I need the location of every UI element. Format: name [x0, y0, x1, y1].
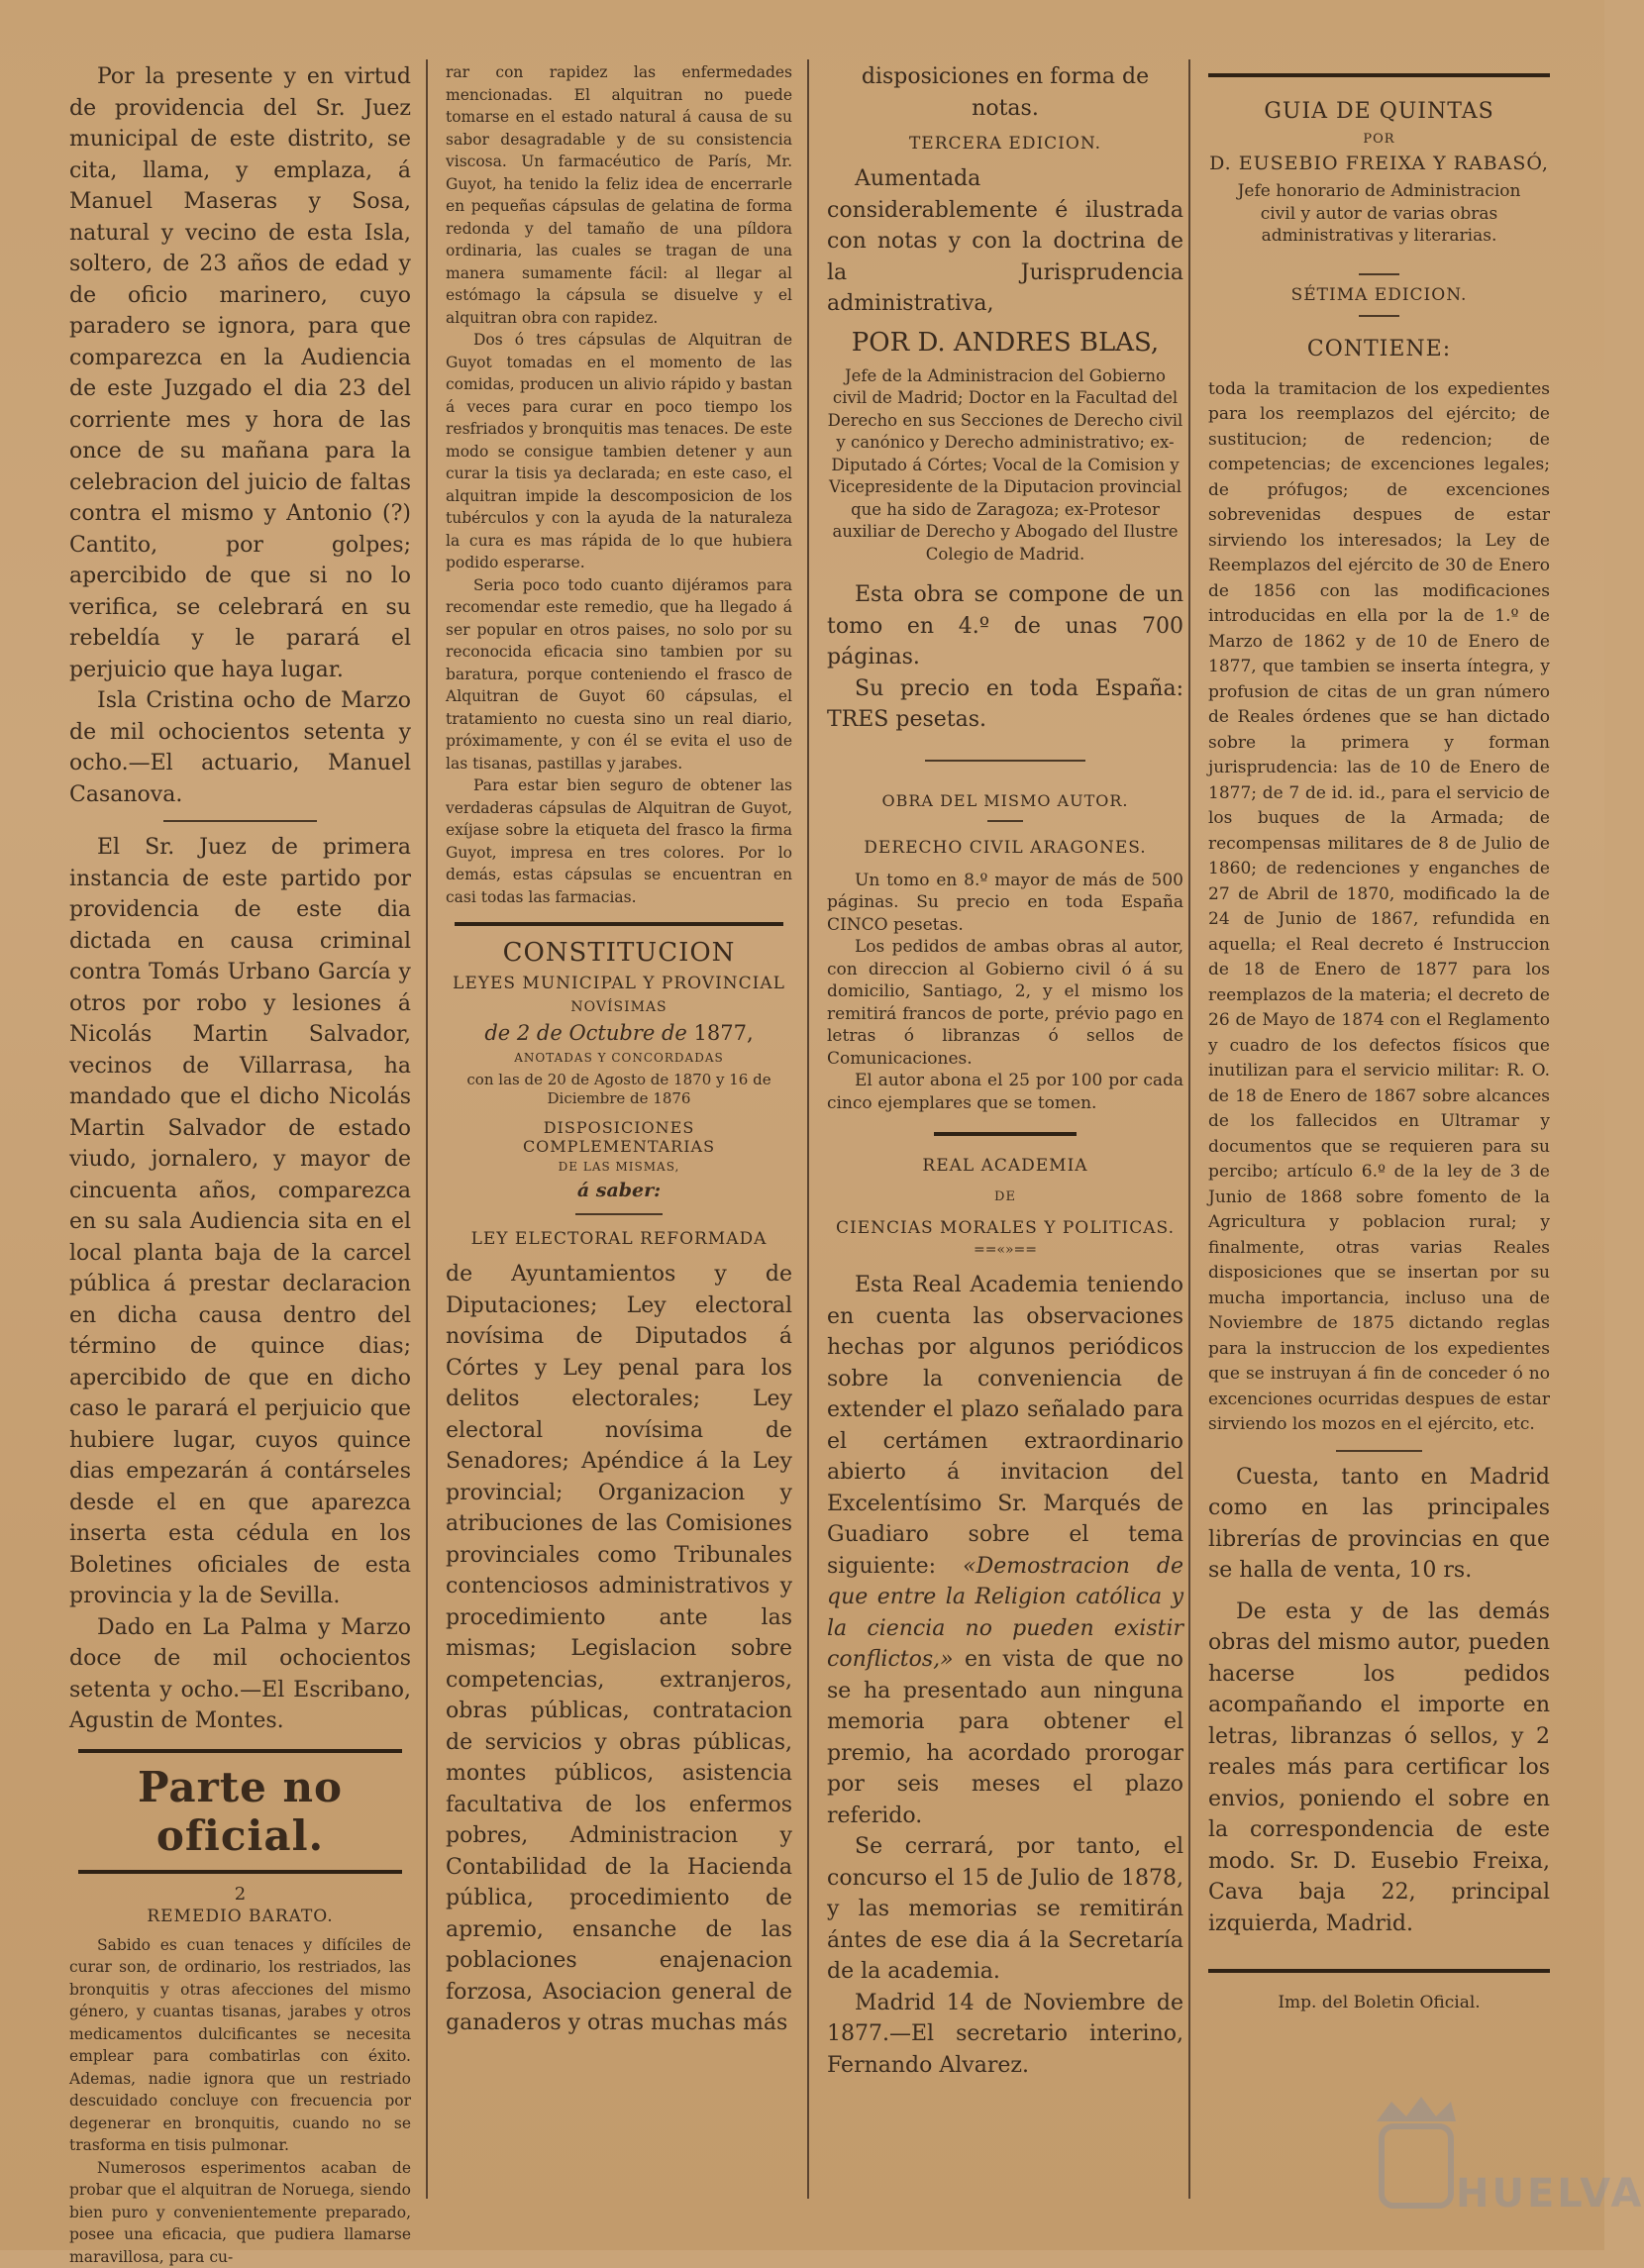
academy-subtitle: CIENCIAS MORALES Y POLITICAS.	[827, 1218, 1183, 1238]
derecho-text: Los pedidos de ambas obras al autor, con direccion al Gobierno civil ó á su domicilio, Santiago, 2, y el mismo los remitirá francos de porte, prévio pago en letras ó libranzas ó sellos de Comunicaciones.	[827, 936, 1183, 1070]
column-1	[69, 61, 411, 2268]
edition: TERCERA EDICION.	[827, 134, 1183, 154]
section-title: Parte no oficial.	[69, 1763, 411, 1860]
separator	[1208, 73, 1550, 77]
ad-continued: disposiciones en forma de notas.	[827, 61, 1183, 124]
orders-text: De esta y de las demás obras del mismo autor, pueden hacerse los pedidos acompañando el importe en letras, libranzas ó sellos, y 2 reales más para certificar los envios, poniendo el sobre en la correspondencia de este modo. Sr. D. Eusebio Freixa, Cava baja 22, principal izquierda, Madrid.	[1208, 1597, 1550, 1940]
column-divider	[807, 59, 809, 2199]
academy-text: Se cerrará, por tanto, el concurso el 15 de Julio de 1878, y las memorias se remitirán ántes de ese dia á la Secretaría de la academia.	[827, 1831, 1183, 1988]
separator	[987, 820, 1023, 822]
ad-price: Su precio en toda España: TRES pesetas.	[827, 673, 1183, 736]
contents-label: CONTIENE:	[1208, 337, 1550, 361]
separator	[163, 820, 317, 822]
academy-text	[827, 1270, 1183, 1831]
remedy-continued: Seria poco todo cuanto dijéramos para recomendar este remedio, que ha llegado á ser popular en otros paises, no solo por su reconocida eficacia sino tambien por su baratura, porque conteniendo el frasco de Alquitran de Guyot 60 cápsulas, el tratamiento no cuesta sino un real diario, próximamente, y con él se evita el uso de las tisanas, pastillas y jarabes.	[446, 574, 792, 775]
ad-subtitle: NOVÍSIMAS	[446, 999, 792, 1015]
section-rule	[78, 1749, 403, 1753]
edict-paragraph: El Sr. Juez de primera instancia de este partido por providencia de este dia dictada en causa criminal contra Tomás Urbano García y otros por robo y lesiones á Nicolás Martin Salvador, vecinos de Villarrasa, ha mandado que el dicho Nicolás Martin Salvador de estado viudo, jornalero, y mayor de cincuenta años, comparezca en su sala Audiencia sita en el local planta baja de la carcel pública á prestar declaracion en dicha causa dentro del término de quince dias; apercibido de que en dicho caso le parará el perjuicio que hubiere lugar, cuyos quince dias empezarán á contárseles desde el en que aparezca inserta esta cédula en los Boletines oficiales de esta provincia y la de Sevilla.	[69, 832, 411, 1612]
academy-text-part: Esta Real Academia teniendo en cuenta las observaciones hechas por algunos periódicos sobre la conveniencia de extender el plazo señalado para el certámen extraordinario abierto á invitacion del Excelentísimo Sr. Marqués de Guadiaro sobre el tema siguiente:	[827, 1273, 1183, 1579]
separator	[1336, 1450, 1421, 1452]
sale-text: Cuesta, tanto en Madrid como en las principales librerías de provincias en que se halla de venta, 10 rs.	[1208, 1462, 1550, 1587]
column-2	[446, 61, 792, 2039]
derecho-text: El autor abona el 25 por 100 por cada cinco ejemplares que se tomen.	[827, 1070, 1183, 1114]
separator	[934, 1132, 1077, 1136]
ad-subtitle: LEYES MUNICIPAL Y PROVINCIAL	[446, 974, 792, 993]
remedy-continued: Dos ó tres cápsulas de Alquitran de Guyot tomadas en el momento de las comidas, producen un alivio rápido y bastan á veces para curar en poco tiempo los resfriados y bronquitis mas tenaces. De este modo se consigue tambien detener y aun curar la tisis ya declarada; en este caso, el alquitran impide la descomposicion de los tubérculos y con la ayuda de la naturaleza la cura es mas rápida de lo que hubiera podido esperarse.	[446, 329, 792, 574]
academy-text-part: en vista de que no se ha presentado aun ninguna memoria para obtener el premio, ha acordado prorogar por seis meses el plazo referido.	[827, 1647, 1183, 1828]
remedy-title: REMEDIO BARATO.	[69, 1906, 411, 1928]
academy-de: DE	[827, 1189, 1183, 1204]
academy-signature: Madrid 14 de Noviembre de 1877.—El secretario interino, Fernando Alvarez.	[827, 1988, 1183, 2082]
remedy-continued: rar con rapidez las enfermedades mencionadas. El alquitran no puede tomarse en el estado natural á causa de su sabor desagradable y de su consistencia viscosa. Un farmacéutico de París, Mr. Guyot, ha tenido la feliz idea de encerrarle en pequeñas cápsulas de gelatina de forma redonda y del tamaño de una píldora ordinaria, las cuales se tragan de una manera sumamente fácil: al llegar al estómago la cápsula se disuelve y el alquitran obra con rapidez.	[446, 61, 792, 329]
author-name: POR D. ANDRES BLAS,	[827, 328, 1183, 358]
column-divider	[1188, 59, 1190, 2199]
ad-law: LEY ELECTORAL REFORMADA	[446, 1229, 792, 1249]
author-description: Jefe de la Administracion del Gobierno civil de Madrid; Doctor en la Facultad del Derecho en sus Secciones de Derecho civil y canónico y Derecho administrativo; ex-Diputado á Córtes; Vocal de la Comision y Vicepresidente de la Diputacion provincial que ha sido de Zaragoza; ex-Protesor auxiliar de Derecho y Abogado del Ilustre Colegio de Madrid.	[827, 365, 1183, 567]
remedy-text: Sabido es cuan tenaces y difíciles de curar son, de ordinario, los restriados, las bronquitis y otras afecciones del mismo género, y cuantas tisanas, jarabes y otros medicamentos dulcificantes se necesita emplear para combatirlas con éxito. Ademas, nadie ignora que un restriado descuidado concluye con frecuencia por degenerar en bronquitis, cuando no se trasforma en tisis pulmonar.	[69, 1934, 411, 2157]
contents-text: toda la tramitacion de los expedientes para los reemplazos del ejército; de sustitucion; de redencion; de competencias; de excenciones legales; de prófugos; de excenciones sobrevenidas despues de estar sirviendo los interesados; la Ley de Reemplazos del ejército de 30 de Enero de 1856 con las modificaciones introducidas en ella por la de 1.º de Marzo de 1862 y de 10 de Enero de 1877, que tambien se inserta íntegra, y profusion de citas de un gran número de Reales órdenes que se han dictado sobre la primera y forman jurisprudencia: las de 10 de Enero de 1877; de 7 de id. id., para el servicio de los buques de la Armada; de recompensas militares de 8 de Julio de 1860; de redenciones y enganches de 27 de Abril de 1870, modificado la de 24 de Junio de 1867, refundida en aquella; el Real decreto é Instruccion de 18 de Enero de 1877 para los reemplazos de la materia; el decreto de 26 de Mayo de 1874 con el Reglamento y cuadro de los defectos físicos que inutilizan para el servicio militar: R. O. de 18 de Enero de 1867 sobre alcances de los fallecidos en Ultramar y documentos que se requieren para su percibo; artículo 6.º de la ley de 3 de Junio de 1868 sobre fomento de la Agricultura y poblacion rural; y finalmente, otras varias Reales disposiciones que se insertan por su mucha importancia, incluso una de Noviembre de 1875 dictando reglas para la instruccion de los expedientes que se instruyan á fin de conceder ó no excenciones ocurridas despues de estar sirviendo los mozos en el ejército, etc.	[1208, 377, 1550, 1438]
guide-por: POR	[1208, 132, 1550, 147]
ad-body: de Ayuntamientos y de Diputaciones; Ley electoral novísima de Diputados á Córtes y Ley penal para los delitos electorales; Ley electoral novísima de Senadores; Apéndice á la Ley provincial; Organizacion y atribuciones de las Comisiones provinciales como Tribunales contenciosos administrativos y procedimiento ante las mismas; Legislacion sobre competencias, extranjeros, obras públicas, contratacion de servicios y obras públicas, montes públicos, asistencia facultativa de los enfermos pobres, Administracion y Contabilidad de la Hacienda pública, procedimiento de apremio, ensanche de las poblaciones enajenacion forzosa, Asociacion general de ganaderos y otras muchas más	[446, 1259, 792, 2039]
imprint: Imp. del Boletin Oficial.	[1208, 1993, 1550, 2012]
ad-subtitle: con las de 20 de Agosto de 1870 y 16 de Diciembre de 1876	[465, 1071, 772, 1108]
ad-subtitle: DE LAS MISMAS,	[446, 1160, 792, 1174]
remedy-number: 2	[69, 1884, 411, 1907]
separator	[1359, 273, 1399, 275]
ad-subtitle: á saber:	[446, 1180, 792, 1201]
library-watermark	[1347, 2082, 1585, 2230]
guide-author: D. EUSEBIO FREIXA Y RABASÓ,	[1208, 153, 1550, 174]
watermark-text: HUELVA	[1456, 2171, 1644, 2216]
ad-subtitle: DISPOSICIONES COMPLEMENTARIAS	[446, 1118, 792, 1156]
derecho-text: Un tomo en 8.º mayor de más de 500 páginas. Su precio en toda España CINCO pesetas.	[827, 870, 1183, 937]
ad-subtitle: ANOTADAS Y CONCORDADAS	[446, 1051, 792, 1065]
edict-paragraph: Por la presente y en virtud de providencia del Sr. Juez municipal de este distrito, se cita, llama, y emplaza, á Manuel Maseras y Sosa, natural y vecino de esta Isla, soltero, de 23 años de edad y de oficio marinero, cuyo paradero se ignora, para que comparezca en la Audiencia de este Juzgado el dia 23 del corriente mes y hora de las once de su mañana para la celebracion del juicio de faltas contra el mismo y Antonio (?) Cantito, por golpes; apercibido de que si no lo verifica, se celebrará en su rebeldía y le parará el perjuicio que haya lugar.	[69, 61, 411, 685]
remedy-text: Numerosos esperimentos acaban de probar que el alquitran de Noruega, siendo bien puro y convenientemente preparado, posee una eficacia, que pudiera llamarse maravillosa, para cu-	[69, 2157, 411, 2268]
section-rule	[78, 1870, 403, 1874]
ad-title: CONSTITUCION	[446, 938, 792, 968]
separator	[575, 1213, 663, 1215]
ad-year: 1877,	[694, 1021, 754, 1045]
academy-title: REAL ACADEMIA	[827, 1156, 1183, 1176]
ad-volume: Esta obra se compone de un tomo en 4.º de unas 700 páginas.	[827, 579, 1183, 673]
edict-date: Isla Cristina ocho de Marzo de mil ochocientos setenta y ocho.—El actuario, Manuel Casanova.	[69, 685, 411, 810]
separator	[925, 760, 1085, 762]
guide-title: GUIA DE QUINTAS	[1208, 99, 1550, 124]
academy-theme: «Demostracion de que entre la Religion católica y la ciencia no pueden existir conflictos,»	[827, 1554, 1183, 1673]
edict-date: Dado en La Palma y Marzo doce de mil ochocientos setenta y ocho.—El Escribano, Agustin de Montes.	[69, 1612, 411, 1737]
ad-description: Aumentada considerablemente é ilustrada con notas y con la doctrina de la Jurisprudencia administrativa,	[827, 163, 1183, 320]
derecho-title: DERECHO CIVIL ARAGONES.	[827, 838, 1183, 858]
column-divider	[426, 59, 428, 2199]
other-work-title: OBRA DEL MISMO AUTOR.	[827, 791, 1183, 810]
column-3	[827, 61, 1183, 2081]
column-4	[1208, 61, 1550, 2012]
separator	[1208, 1969, 1550, 1973]
ornament: ==«»==	[827, 1242, 1183, 1258]
separator	[455, 922, 784, 926]
guide-author-description: Jefe honorario de Administracion civil y autor de varias obras administrativas y literarias.	[1220, 180, 1538, 248]
separator	[1359, 315, 1399, 317]
guide-edition: SÉTIMA EDICION.	[1208, 285, 1550, 305]
ad-date: de 2 de Octubre de	[484, 1021, 687, 1045]
remedy-continued: Para estar bien seguro de obtener las verdaderas cápsulas de Alquitran de Guyot, exíjase sobre la etiqueta del frasco la firma Guyot, impresa en tres colores. Por lo demás, estas cápsulas se encuentran en casi todas las farmacias.	[446, 774, 792, 908]
